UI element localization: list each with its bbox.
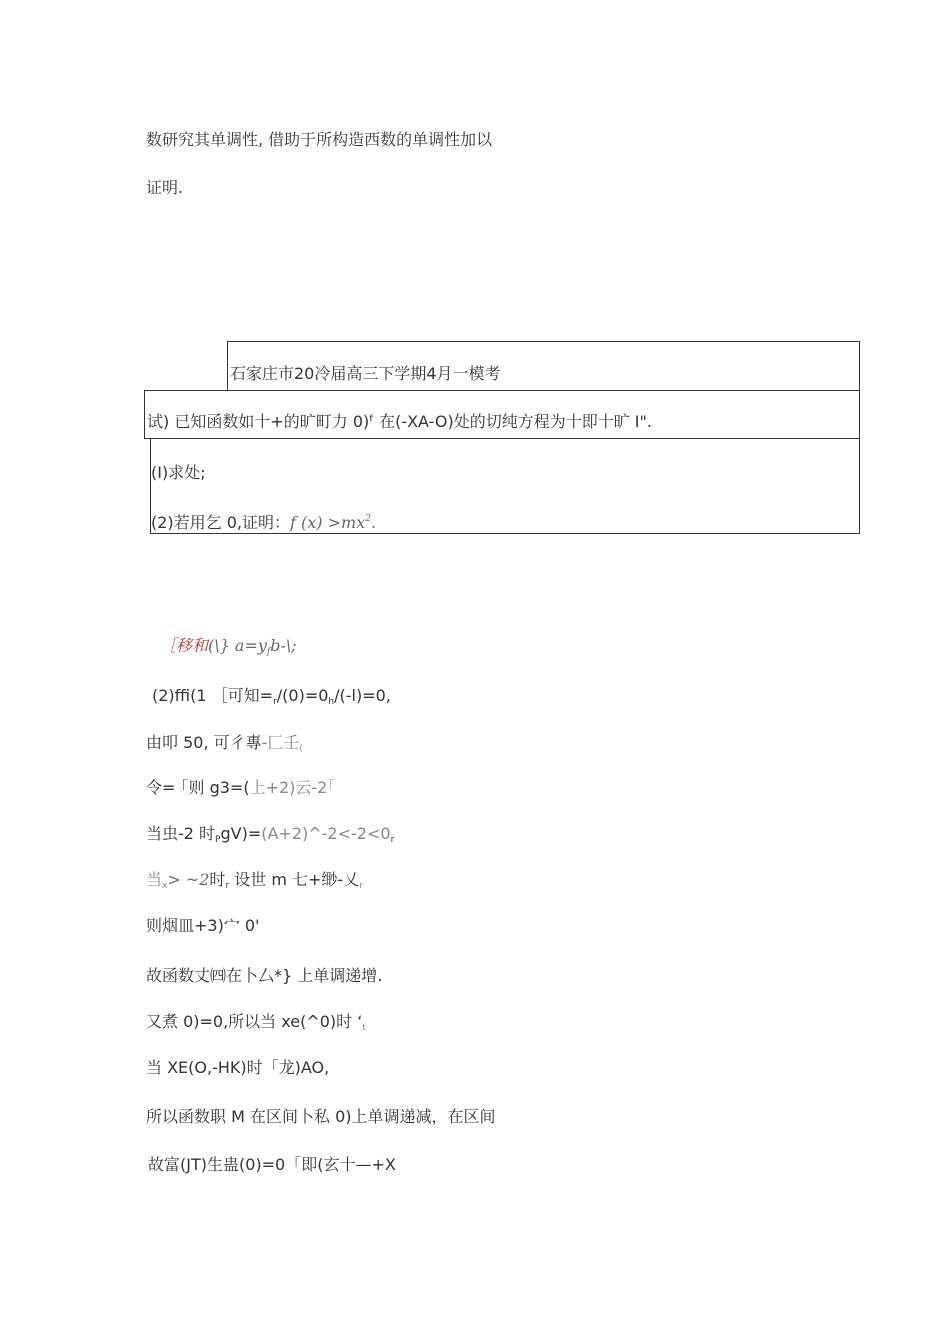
solution-step-2-sub2: h [328, 697, 335, 707]
solution-step-9-main: 又煮 0)=0,所以当 xe(^0)时 ‘ [146, 1012, 363, 1031]
solution-step-7: 则烟皿+3)宀 0' [146, 916, 260, 935]
solution-step-5-sub2: r [390, 835, 395, 845]
solution-step-1-tail: b-\; [270, 636, 297, 655]
problem-part-2-exponent: 2 [365, 514, 371, 524]
solution-step-6-main: 当 [146, 870, 163, 889]
solution-step-2-mid: /(0)=0 [276, 686, 329, 705]
problem-part-2-formula: f (x) >mx [290, 513, 366, 532]
solution-step-6-sub3: r [359, 881, 363, 891]
solution-step-4 [146, 778, 335, 798]
problem-part-2 [151, 509, 376, 533]
solution-step-6-mid: 时 [209, 870, 226, 889]
intro-line-2: 证明. [146, 178, 184, 197]
solution-step-6-gray: > ~2 [167, 870, 210, 889]
solution-step-1 [160, 636, 297, 662]
solution-step-9 [146, 1012, 366, 1038]
problem-source: 石家庄市20冷届高三下学期4月一模考 [230, 364, 501, 383]
solution-step-6-sub2: r [225, 881, 230, 891]
solution-step-5-sub: P [215, 835, 221, 845]
solution-step-6-sub: x [162, 881, 168, 891]
problem-part-1: (I)求处; [151, 463, 206, 482]
solution-step-5 [146, 824, 394, 850]
solution-step-4-gray: 上+2)云-2｢ [249, 778, 336, 797]
solution-step-5-main: 当虫-2 时 [146, 824, 216, 843]
solution-step-6 [146, 870, 363, 896]
solution-step-8: 故函数丈㈣在卜厶*} 上单调递增. [146, 966, 383, 985]
solution-step-4-main: 令= ｢则 g3=( [146, 778, 250, 797]
solution-step-6-rest: 设世 m 七+缈-乂 [229, 870, 360, 889]
problem-source-box [227, 341, 860, 391]
solution-step-2 [152, 686, 391, 712]
problem-parts-box [150, 438, 860, 534]
problem-part-2-end: . [370, 513, 377, 532]
problem-part-2-prefix: (2)若用乞 0,证明： [151, 513, 291, 532]
solution-step-3 [146, 733, 303, 759]
problem-statement-box [144, 390, 860, 439]
problem-statement: 试) 已知函数如十+的旷町力 0)ᶠ 在(-XA-O)处的切纯方程为十即十旷 I". [147, 412, 652, 431]
solution-step-5-mid: gV)= [220, 824, 262, 843]
solution-step-2-sub: r [273, 697, 277, 707]
solution-step-10: 当 XE(O,-HK)时「龙)AO, [146, 1058, 330, 1077]
solution-bracket-label: ［移和 [160, 636, 209, 655]
solution-step-1-rest: (\} a=y [208, 636, 267, 655]
solution-step-2-main: (2)ffi(1 ［可知= [152, 686, 274, 705]
solution-step-3-sub: ( [299, 744, 303, 754]
solution-step-12: 故富(JT)生蛊(0)=0「即(玄十—+X [148, 1155, 396, 1174]
solution-step-3-gray: -匚壬 [261, 733, 300, 752]
solution-step-5-gray: (A+2)^-2<-2<0 [261, 824, 391, 843]
intro-line-1: 数研究其单调性, 借助于所构造西数的单调性加以 [146, 130, 493, 149]
solution-step-11: 所以函数职 M 在区间卜私 0)上单调递减，在区间 [146, 1107, 496, 1126]
solution-step-3-main: 由叩 50, 可彳專 [146, 733, 262, 752]
solution-step-1-sub: f [266, 647, 271, 657]
solution-step-2-end: /(-l)=0, [334, 686, 391, 705]
solution-step-9-sub: t [362, 1023, 366, 1033]
